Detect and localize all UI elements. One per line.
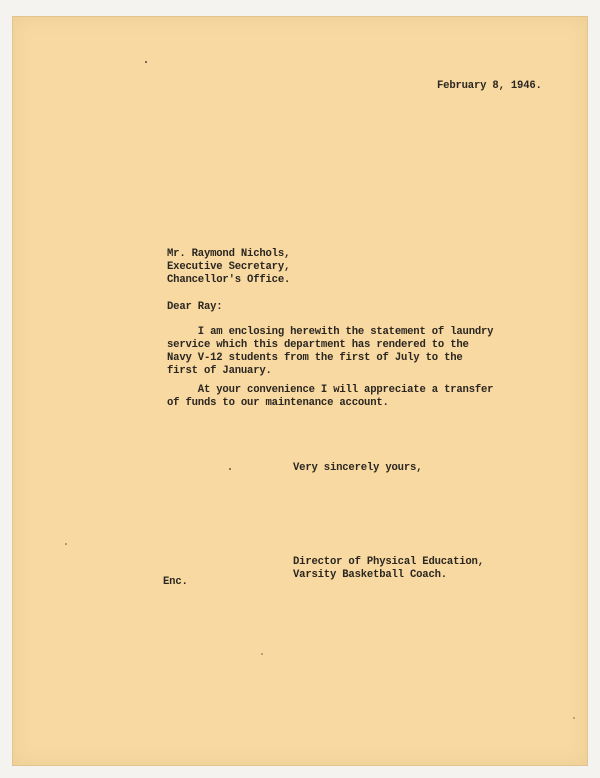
salutation: Dear Ray: [167, 301, 223, 313]
signature-title-line: Varsity Basketball Coach. [293, 569, 447, 581]
body-line: service which this department has rendered to the [167, 339, 469, 351]
enclosure-notation: Enc. [163, 576, 188, 588]
paper-speck [573, 717, 575, 719]
letter-date: February 8, 1946. [437, 80, 542, 92]
body-line: At your convenience I will appreciate a transfer [167, 384, 494, 396]
body-line: first of January. [167, 365, 272, 377]
paper-speck [229, 468, 231, 470]
paper-speck [145, 61, 147, 63]
body-line: I am enclosing herewith the statement of laundry [167, 326, 494, 338]
paper-speck [65, 543, 67, 545]
recipient-office: Chancellor's Office. [167, 274, 291, 286]
letter-page [12, 16, 588, 766]
body-line: of funds to our maintenance account. [167, 397, 389, 409]
signature-title-line: Director of Physical Education, [293, 556, 484, 568]
recipient-name: Mr. Raymond Nichols, [167, 248, 291, 260]
recipient-title: Executive Secretary, [167, 261, 291, 273]
body-line: Navy V-12 students from the first of July to the [167, 352, 463, 364]
paper-speck [261, 653, 263, 655]
complimentary-closing: Very sincerely yours, [293, 462, 423, 474]
